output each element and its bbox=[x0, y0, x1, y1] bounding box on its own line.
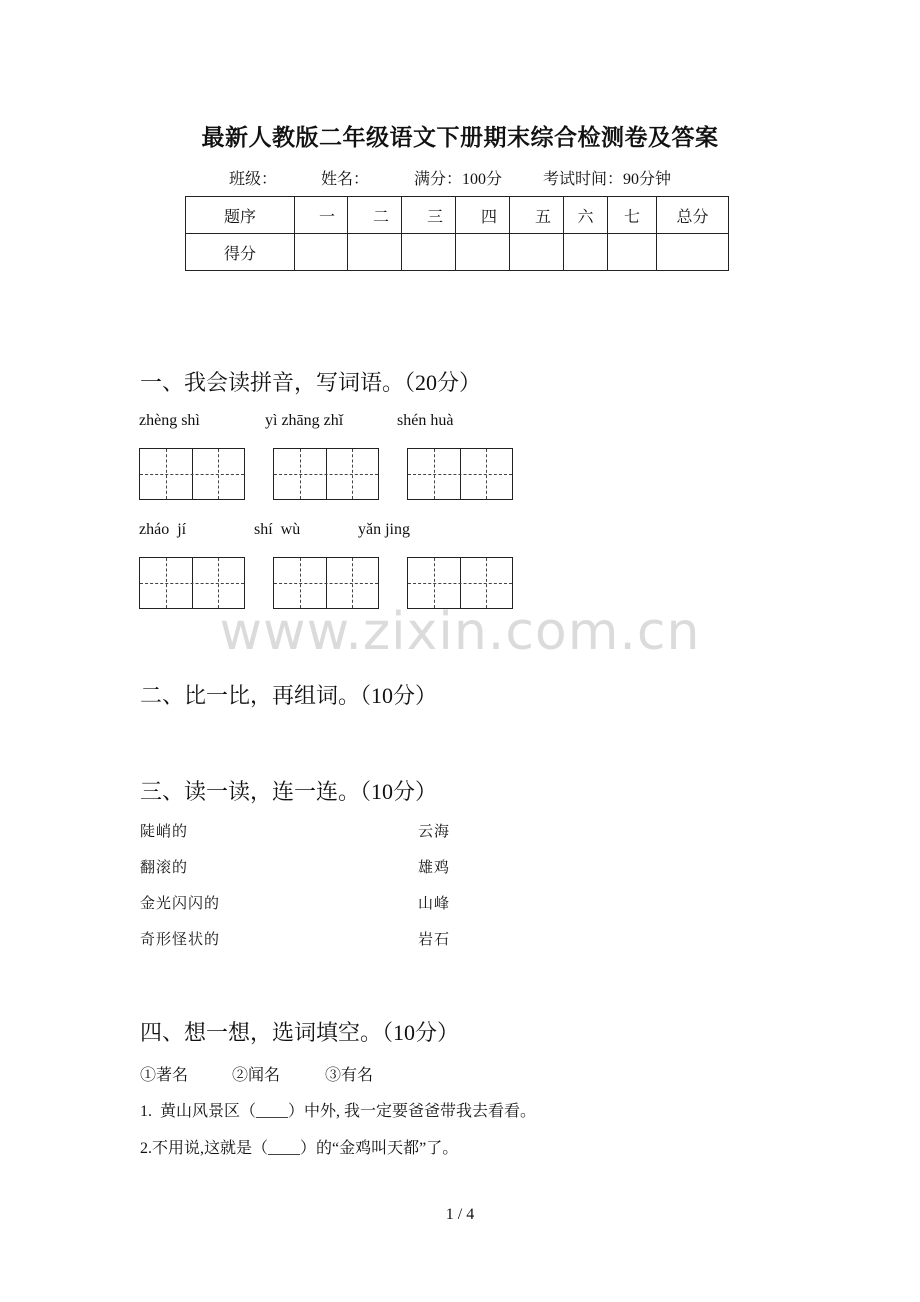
header-cell: 总分 bbox=[657, 197, 729, 234]
page-number: 1 / 4 bbox=[445, 1206, 475, 1223]
writing-grid[interactable] bbox=[273, 448, 379, 500]
section4-heading: 四、想一想，选词填空。（10分） bbox=[140, 1020, 460, 1045]
match-left-item[interactable]: 翻滚的 bbox=[140, 860, 189, 876]
exam-time: 考试时间：90分钟 bbox=[543, 171, 672, 188]
score-cell[interactable] bbox=[456, 234, 510, 271]
score-cell[interactable] bbox=[608, 234, 657, 271]
header-cell: 六 bbox=[564, 197, 608, 234]
match-right-item[interactable]: 山峰 bbox=[418, 896, 451, 912]
match-right-item[interactable]: 云海 bbox=[418, 824, 451, 840]
header-cell: 五 bbox=[510, 197, 564, 234]
match-right-item[interactable]: 雄鸡 bbox=[418, 860, 451, 876]
match-right-item[interactable]: 岩石 bbox=[418, 932, 451, 948]
score-cell[interactable] bbox=[510, 234, 564, 271]
word-option: ②闻名 bbox=[232, 1067, 281, 1084]
pinyin-label: yì zhāng zhǐ bbox=[265, 412, 344, 429]
pinyin-label: shí wù bbox=[254, 521, 301, 538]
score-row-label: 得分 bbox=[186, 234, 295, 271]
header-cell: 二 bbox=[348, 197, 402, 234]
word-option: ③有名 bbox=[325, 1067, 374, 1084]
header-cell: 一 bbox=[295, 197, 348, 234]
score-table bbox=[185, 196, 729, 271]
word-option: ①著名 bbox=[140, 1067, 189, 1084]
score-cell[interactable] bbox=[348, 234, 402, 271]
section1-heading: 一、我会读拼音，写词语。（20分） bbox=[140, 370, 482, 395]
writing-grid[interactable] bbox=[407, 448, 513, 500]
match-left-item[interactable]: 金光闪闪的 bbox=[140, 896, 221, 912]
class-label: 班级： bbox=[229, 171, 278, 188]
match-left-item[interactable]: 奇形怪状的 bbox=[140, 932, 221, 948]
watermark: www.zixin.com.cn bbox=[219, 602, 701, 662]
pinyin-label: shén huà bbox=[397, 412, 454, 429]
fill-question[interactable]: 2.不用说,这就是（____）的“金鸡叫天都”了。 bbox=[140, 1140, 459, 1157]
pinyin-label: yǎn jing bbox=[358, 521, 410, 538]
full-score: 满分：100分 bbox=[414, 171, 503, 188]
page-title: 最新人教版二年级语文下册期末综合检测卷及答案 bbox=[201, 125, 719, 150]
score-table-score-row bbox=[186, 234, 729, 271]
section3-heading: 三、读一读，连一连。（10分） bbox=[140, 779, 438, 804]
name-label: 姓名： bbox=[321, 171, 370, 188]
section2-heading: 二、比一比，再组词。（10分） bbox=[140, 683, 438, 708]
pinyin-label: zhèng shì bbox=[139, 412, 200, 429]
pinyin-label: zháo jí bbox=[139, 521, 187, 538]
fill-question[interactable]: 1. 黄山风景区（____）中外, 我一定要爸爸带我去看看。 bbox=[140, 1103, 537, 1120]
score-table-header-row bbox=[186, 197, 729, 234]
writing-grid[interactable] bbox=[139, 448, 245, 500]
match-left-item[interactable]: 陡峭的 bbox=[140, 824, 189, 840]
header-cell: 四 bbox=[456, 197, 510, 234]
score-cell[interactable] bbox=[295, 234, 348, 271]
score-cell[interactable] bbox=[657, 234, 729, 271]
header-cell: 三 bbox=[402, 197, 456, 234]
header-cell: 题序 bbox=[186, 197, 295, 234]
score-cell[interactable] bbox=[402, 234, 456, 271]
score-cell[interactable] bbox=[564, 234, 608, 271]
header-cell: 七 bbox=[608, 197, 657, 234]
